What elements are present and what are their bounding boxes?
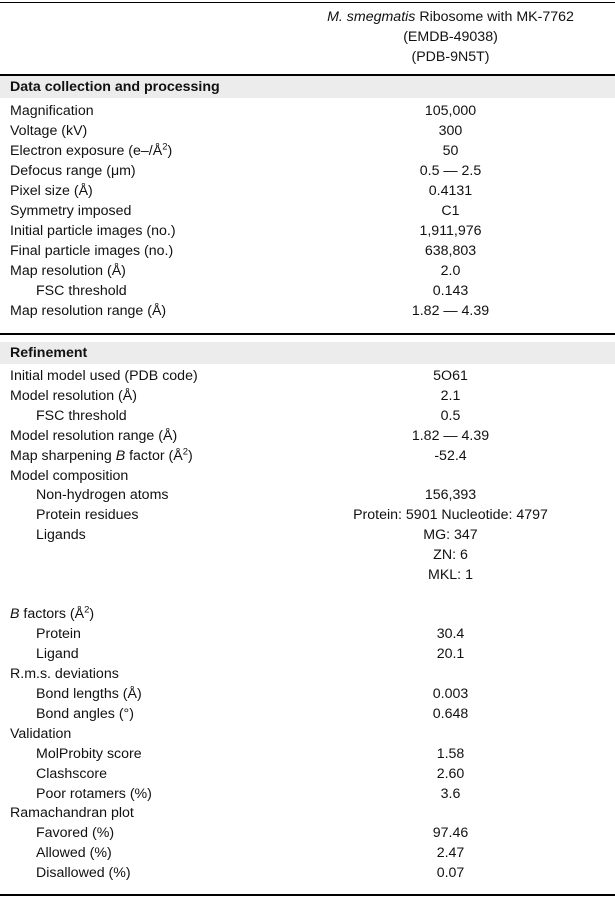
row-value: 0.07 [436, 865, 465, 881]
row-value: 30.4 [436, 626, 465, 642]
table-row [0, 604, 615, 624]
row-label: Initial model used (PDB code) [10, 368, 198, 384]
row-value: 2.0 [440, 263, 461, 279]
row-value: 2.47 [436, 845, 465, 861]
row-label: Defocus range (μm) [10, 163, 136, 179]
row-value: 105,000 [424, 103, 477, 119]
top-rule [0, 2, 615, 3]
row-label: Poor rotamers (%) [36, 786, 152, 802]
table-row [0, 624, 615, 644]
section-title: Data collection and processing [10, 79, 220, 95]
section-title: Refinement [10, 345, 88, 361]
table-row [0, 466, 615, 486]
header-line-2: (EMDB-49038) [403, 29, 498, 45]
row-label: Clashscore [36, 766, 107, 782]
label-prefix: Map sharpening [10, 448, 116, 464]
header-line-3: (PDB-9N5T) [411, 49, 490, 65]
row-value: 0.4131 [428, 183, 473, 199]
row-value: 50 [442, 143, 459, 159]
row-label: Protein residues [36, 507, 139, 523]
row-value: 1.82 — 4.39 [411, 428, 490, 444]
row-label: R.m.s. deviations [10, 666, 119, 682]
row-label: Bond angles (°) [36, 706, 134, 722]
row-label: Map resolution (Å) [10, 263, 126, 279]
row-label: Model composition [10, 468, 129, 484]
row-value: 97.46 [432, 825, 469, 841]
table-row [0, 446, 615, 466]
header-line-1 [286, 7, 615, 27]
label-text: Electron exposure (e–/Å [10, 143, 163, 159]
row-value: 0.5 [440, 408, 461, 424]
table-row [0, 704, 615, 724]
row-value: 0.648 [432, 706, 469, 722]
label-italic: B [10, 606, 20, 622]
row-value: 2.1 [440, 388, 461, 404]
row-label: Model resolution (Å) [10, 388, 137, 404]
table-row [0, 764, 615, 784]
row-value: C1 [441, 203, 460, 219]
label-tail: ) [89, 606, 95, 622]
row-label: Validation [10, 726, 72, 742]
row-label [10, 604, 94, 624]
label-tail: ) [167, 143, 173, 159]
table-row [0, 843, 615, 863]
row-label: Disallowed (%) [36, 865, 131, 881]
table-row [0, 261, 615, 281]
row-label: Favored (%) [36, 825, 115, 841]
table-row [0, 161, 615, 181]
label-superscript: 2 [162, 141, 168, 153]
row-label: MolProbity score [36, 746, 142, 762]
row-label [10, 141, 172, 161]
row-label: Protein [36, 626, 81, 642]
table-row [0, 525, 615, 545]
row-value: 638,803 [424, 243, 477, 259]
table-row [0, 366, 615, 386]
table-row [0, 505, 615, 525]
label-superscript: 2 [84, 604, 90, 616]
row-value: 1.58 [436, 746, 465, 762]
table-row [0, 221, 615, 241]
label-text: factors (Å [19, 606, 85, 622]
table-row [0, 684, 615, 704]
row-value: 5O61 [433, 368, 468, 384]
row-label: Pixel size (Å) [10, 183, 93, 199]
table-row [0, 121, 615, 141]
row-label: Ligand [36, 646, 79, 662]
row-value: 0.5 — 2.5 [419, 163, 482, 179]
table-row [0, 823, 615, 843]
row-value: 2.60 [436, 766, 465, 782]
table-row [0, 744, 615, 764]
table-row [0, 101, 615, 121]
table-row [0, 803, 615, 823]
row-value: 300 [438, 123, 463, 139]
column-header [286, 7, 615, 67]
label-text: factor (Å [125, 448, 183, 464]
row-label: Ramachandran plot [10, 805, 134, 821]
table-row [0, 426, 615, 446]
section-refinement [0, 342, 615, 364]
header-line-1-rest: Ribosome with MK-7762 [415, 9, 574, 25]
species-name: M. smegmatis [327, 9, 416, 25]
row-label: Voltage (kV) [10, 123, 88, 139]
row-label: FSC threshold [36, 408, 127, 424]
row-value: MG: 347 [423, 527, 478, 543]
row-value: 1,911,976 [419, 223, 482, 239]
table-row [0, 386, 615, 406]
row-label: Non-hydrogen atoms [36, 487, 169, 503]
row-label: Initial particle images (no.) [10, 223, 176, 239]
row-label: Bond lengths (Å) [36, 686, 142, 702]
table-row [0, 241, 615, 261]
table-row [0, 181, 615, 201]
table-row [0, 485, 615, 505]
row-value: 0.003 [432, 686, 469, 702]
table-row [0, 863, 615, 883]
row-label: Symmetry imposed [10, 203, 132, 219]
row-value: -52.4 [434, 448, 467, 464]
row-value: Protein: 5901 Nucleotide: 4797 [353, 507, 548, 523]
table-row [0, 301, 615, 321]
row-label: Model resolution range (Å) [10, 428, 178, 444]
table-row [0, 644, 615, 664]
row-label: Map resolution range (Å) [10, 303, 167, 319]
row-label [10, 446, 193, 466]
row-value: 1.82 — 4.39 [411, 303, 490, 319]
row-label: Magnification [10, 103, 94, 119]
row-value: 20.1 [436, 646, 465, 662]
row-value: 156,393 [424, 487, 477, 503]
row-value: 0.143 [432, 283, 469, 299]
table-row [0, 281, 615, 301]
table-header [0, 7, 615, 71]
label-italic: B [115, 448, 126, 464]
bottom-rule [0, 894, 615, 896]
section-data-collection [0, 76, 615, 98]
row-value: 3.6 [440, 786, 461, 802]
row-label: Final particle images (no.) [10, 243, 174, 259]
row-value-continued: ZN: 6 [433, 547, 468, 563]
row-label: Ligands [36, 527, 86, 543]
label-superscript: 2 [182, 446, 189, 458]
table-row [0, 406, 615, 426]
label-tail: ) [188, 448, 193, 464]
table-row [0, 141, 615, 161]
section-rule [0, 333, 615, 335]
table-row [0, 664, 615, 684]
table-row [0, 724, 615, 744]
row-label: FSC threshold [36, 283, 127, 299]
row-label: Allowed (%) [36, 845, 112, 861]
row-value-continued: MKL: 1 [428, 567, 473, 583]
table-row [0, 784, 615, 804]
table-row [0, 201, 615, 221]
